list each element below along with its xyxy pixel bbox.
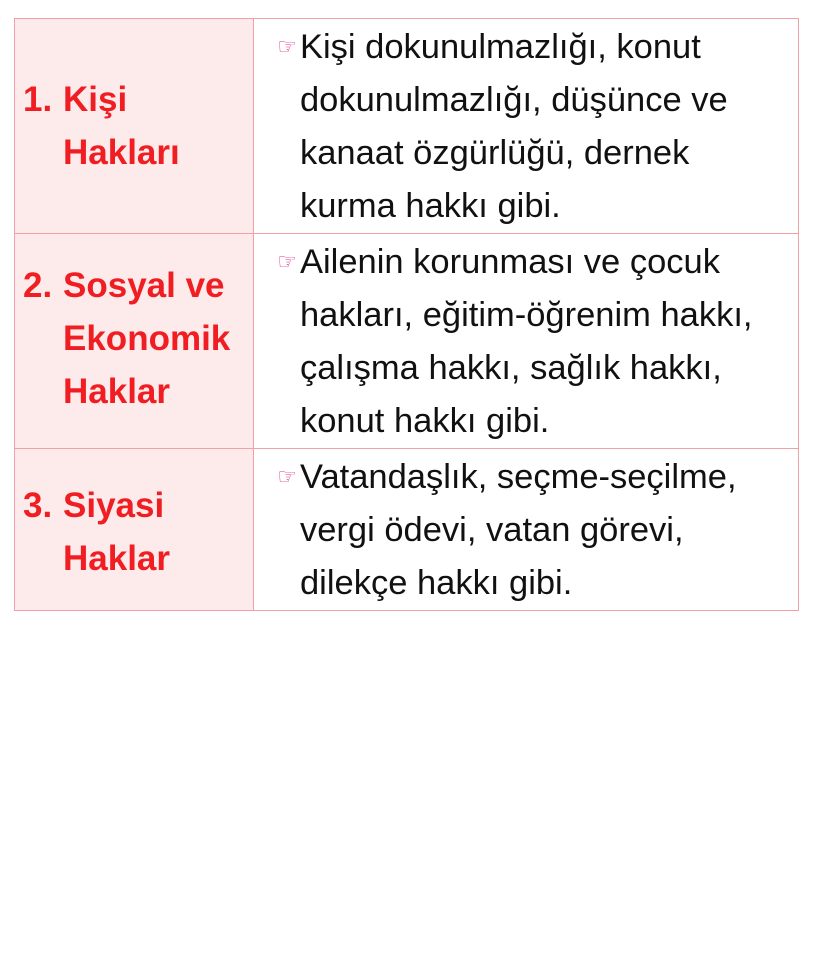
category-cell xyxy=(15,19,254,234)
pointing-hand-icon: ☞ xyxy=(277,465,297,490)
rights-table xyxy=(14,18,799,611)
row-number: 1. xyxy=(23,80,53,119)
table-row xyxy=(15,19,799,234)
category-cell xyxy=(15,449,254,611)
description-cell xyxy=(254,234,799,449)
description-cell xyxy=(254,19,799,234)
pointing-hand-icon: ☞ xyxy=(277,250,297,275)
category-cell xyxy=(15,234,254,449)
category-label: Siyasi Haklar xyxy=(63,486,171,578)
pointing-hand-icon: ☞ xyxy=(277,35,297,60)
category-label: Kişi Hakları xyxy=(63,80,180,172)
description-text: Kişi dokunulmazlığı, konut dokunulmazlığı, düşünce ve kanaat özgürlüğü, dernek kurma hakkı gibi. xyxy=(300,28,728,225)
category-label: Sosyal ve Ekonomik Haklar xyxy=(63,266,231,411)
table-row xyxy=(15,449,799,611)
description-text: Vatandaşlık, seçme-seçilme, vergi ödevi, vatan görevi, dilekçe hakkı gibi. xyxy=(300,458,737,602)
description-text: Ailenin korunması ve çocuk hakları, eğitim-öğrenim hakkı, çalışma hakkı, sağlık hakkı, konut hakkı gibi. xyxy=(300,243,753,440)
row-number: 3. xyxy=(23,486,53,525)
table-row xyxy=(15,234,799,449)
row-number: 2. xyxy=(23,266,53,305)
description-cell xyxy=(254,449,799,611)
